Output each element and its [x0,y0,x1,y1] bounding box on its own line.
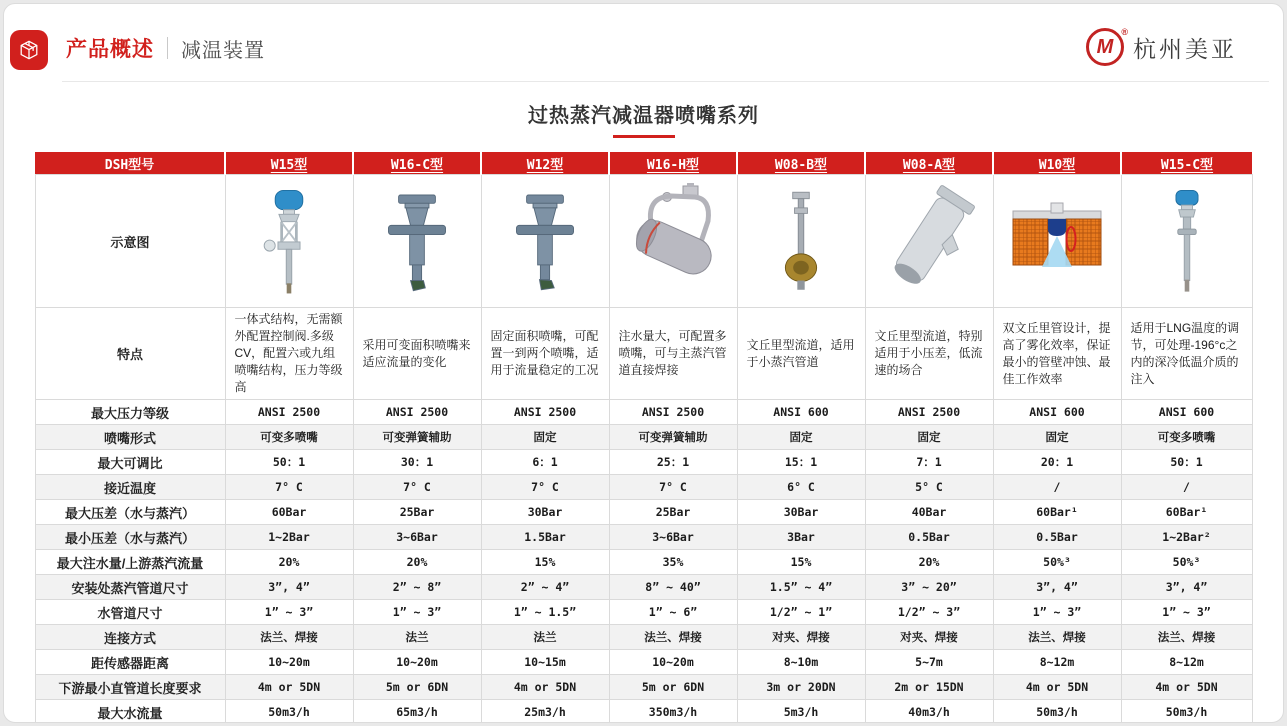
title-block [4,99,1283,138]
spec-cell: 2m or 15DN [865,675,993,700]
row-label: 水管道尺寸 [35,600,225,625]
spec-cell: 固定 [481,425,609,450]
column-header-model: DSH型号 [35,152,225,175]
row-label: 最大水流量 [35,700,225,724]
spec-cell: 0.5Bar [865,525,993,550]
table-row [35,600,1252,625]
spec-cell: 3”, 4” [1121,575,1252,600]
spec-cell: ANSI 2500 [225,400,353,425]
spec-cell: ANSI 2500 [865,400,993,425]
schematic-cell [609,175,737,308]
column-header-w15c: W15-C型 [1121,152,1252,175]
schematic-cell [225,175,353,308]
spec-cell: 法兰、焊接 [1121,625,1252,650]
schematic-cell [737,175,865,308]
spec-cell: 65m3/h [353,700,481,724]
spec-cell: 5m or 6DN [353,675,481,700]
w10-nozzle-image [1007,181,1107,301]
spec-cell: 3”, 4” [225,575,353,600]
spec-cell: 1~2Bar [225,525,353,550]
spec-cell: 8~12m [1121,650,1252,675]
spec-cell: 60Bar¹ [1121,500,1252,525]
spec-cell: 30Bar [737,500,865,525]
breadcrumb [66,33,265,63]
spec-cell: 50%³ [993,550,1121,575]
spec-cell: 30：1 [353,450,481,475]
breadcrumb-secondary: 减温装置 [181,39,265,62]
w16-c-nozzle-image [371,183,463,299]
table-row [35,550,1252,575]
spec-cell: 法兰 [353,625,481,650]
spec-cell: ANSI 2500 [353,400,481,425]
spec-cell: 25m3/h [481,700,609,724]
spec-cell: 可变弹簧辅助 [353,425,481,450]
spec-table [35,152,1253,723]
table-row [35,650,1252,675]
spec-cell: 固定 [993,425,1121,450]
table-row [35,525,1252,550]
page-title: 过热蒸汽减温器喷嘴系列 [528,105,759,127]
w08-a-nozzle-image [879,181,979,301]
spec-cell: ANSI 2500 [609,400,737,425]
section-badge [10,30,48,70]
spec-cell: 1/2” ~ 1” [737,600,865,625]
row-label: 下游最小直管道长度要求 [35,675,225,700]
spec-cell: 4m or 5DN [1121,675,1252,700]
column-header-w15: W15型 [225,152,353,175]
row-label: 最大可调比 [35,450,225,475]
title-underline [613,135,675,138]
spec-cell: 60Bar [225,500,353,525]
spec-cell: 40m3/h [865,700,993,724]
spec-cell: 对夹、焊接 [865,625,993,650]
registered-mark: ® [1121,27,1128,37]
column-header-w12: W12型 [481,152,609,175]
w15-c-nozzle-image [1141,180,1233,302]
spec-cell: 5m or 6DN [609,675,737,700]
table-row [35,700,1252,724]
spec-cell: 4m or 5DN [481,675,609,700]
spec-cell: / [1121,475,1252,500]
spec-cell: 1” ~ 3” [353,600,481,625]
spec-cell: 7° C [353,475,481,500]
spec-cell: 40Bar [865,500,993,525]
spec-cell: 20：1 [993,450,1121,475]
company-logo [1086,28,1237,66]
spec-cell: 4m or 5DN [993,675,1121,700]
spec-cell: 20% [353,550,481,575]
schematic-cell [993,175,1121,308]
row-label: 最小压差（水与蒸汽） [35,525,225,550]
schematic-cell [353,175,481,308]
spec-cell: 1” ~ 3” [993,600,1121,625]
spec-cell: 10~15m [481,650,609,675]
spec-cell: 8~12m [993,650,1121,675]
page-header [4,4,1283,82]
schematic-cell [1121,175,1252,308]
spec-cell: 50：1 [1121,450,1252,475]
spec-cell: 10~20m [609,650,737,675]
spec-cell: 8~10m [737,650,865,675]
w16-h-nozzle-image [623,181,723,301]
spec-cell: 6：1 [481,450,609,475]
spec-cell: 25：1 [609,450,737,475]
row-label: 连接方式 [35,625,225,650]
spec-cell: 5~7m [865,650,993,675]
schematic-cell [481,175,609,308]
spec-cell: 0.5Bar [993,525,1121,550]
spec-cell: 3m or 20DN [737,675,865,700]
spec-cell: 1” ~ 6” [609,600,737,625]
row-label: 最大压差（水与蒸汽） [35,500,225,525]
spec-cell: 法兰、焊接 [993,625,1121,650]
spec-cell: 2” ~ 4” [481,575,609,600]
table-row [35,675,1252,700]
spec-cell: 35% [609,550,737,575]
row-label: 最大注水量/上游蒸汽流量 [35,550,225,575]
row-label: 最大压力等级 [35,400,225,425]
package-icon [18,39,40,61]
spec-cell: 15% [737,550,865,575]
spec-cell: 1.5Bar [481,525,609,550]
spec-cell: 20% [225,550,353,575]
row-label: 距传感器距离 [35,650,225,675]
spec-cell: 1” ~ 3” [225,600,353,625]
spec-cell: 3” ~ 20” [865,575,993,600]
spec-cell: 1.5” ~ 4” [737,575,865,600]
spec-cell: 50m3/h [225,700,353,724]
table-row [35,308,1252,400]
spec-cell: 采用可变面积喷嘴来适应流量的变化 [353,308,481,400]
spec-cell: 7° C [225,475,353,500]
spec-cell: 固定 [865,425,993,450]
spec-cell: 对夹、焊接 [737,625,865,650]
spec-cell: ANSI 600 [737,400,865,425]
table-row [35,500,1252,525]
spec-cell: ANSI 2500 [481,400,609,425]
spec-cell: 1” ~ 3” [1121,600,1252,625]
spec-cell: 文丘里型流道，适用于小蒸汽管道 [737,308,865,400]
spec-cell: ANSI 600 [993,400,1121,425]
spec-cell: 7° C [481,475,609,500]
spec-cell: 3~6Bar [353,525,481,550]
spec-cell: 双文丘里管设计，提高了雾化效率，保证最小的管壁冲蚀、最佳工作效率 [993,308,1121,400]
w08-b-nozzle-image [755,181,847,301]
logo-m-icon [1086,27,1128,66]
spec-cell: 20% [865,550,993,575]
spec-cell: 10~20m [225,650,353,675]
spec-cell: / [993,475,1121,500]
column-header-w08a: W08-A型 [865,152,993,175]
header-divider [62,81,1269,82]
column-header-w16c: W16-C型 [353,152,481,175]
table-row [35,400,1252,425]
breadcrumb-primary: 产品概述 [66,38,154,61]
spec-cell: 固定面积喷嘴，可配置一到两个喷嘴，适用于流量稳定的工况 [481,308,609,400]
spec-cell: 8” ~ 40” [609,575,737,600]
spec-cell: 350m3/h [609,700,737,724]
table-header-row [35,152,1252,175]
spec-cell: 5m3/h [737,700,865,724]
spec-cell: 文丘里型流道，特别适用于小压差，低流速的场合 [865,308,993,400]
row-label: 特点 [35,308,225,400]
spec-cell: 固定 [737,425,865,450]
spec-cell: 7：1 [865,450,993,475]
spec-cell: 50m3/h [1121,700,1252,724]
spec-cell: 60Bar¹ [993,500,1121,525]
spec-cell: 15% [481,550,609,575]
spec-cell: 1/2” ~ 3” [865,600,993,625]
spec-cell: 5° C [865,475,993,500]
spec-cell: 6° C [737,475,865,500]
spec-cell: 15：1 [737,450,865,475]
spec-cell: ANSI 600 [1121,400,1252,425]
spec-cell: 2” ~ 8” [353,575,481,600]
spec-cell: 适用于LNG温度的调节，可处理-196°c之内的深冷低温介质的注入 [1121,308,1252,400]
logo-text: 杭州美亚 [1133,35,1237,62]
spec-cell: 注水量大，可配置多喷嘴，可与主蒸汽管道直接焊接 [609,308,737,400]
spec-cell: 7° C [609,475,737,500]
row-label: 安装处蒸汽管道尺寸 [35,575,225,600]
row-label: 接近温度 [35,475,225,500]
spec-cell: 3”, 4” [993,575,1121,600]
spec-cell: 可变多喷嘴 [1121,425,1252,450]
spec-cell: 50：1 [225,450,353,475]
logo-letter: M [1096,35,1114,58]
breadcrumb-divider [167,37,168,59]
spec-cell: 一体式结构，无需额外配置控制阀.多级CV，配置六或九组喷嘴结构，压力等级高 [225,308,353,400]
schematic-row [35,175,1252,308]
spec-cell: 1” ~ 1.5” [481,600,609,625]
spec-cell: 25Bar [353,500,481,525]
column-header-w16h: W16-H型 [609,152,737,175]
spec-cell: 法兰、焊接 [609,625,737,650]
spec-cell: 1~2Bar² [1121,525,1252,550]
spec-cell: 法兰、焊接 [225,625,353,650]
row-label: 示意图 [35,175,225,308]
spec-cell: 3Bar [737,525,865,550]
spec-cell: 30Bar [481,500,609,525]
spec-cell: 4m or 5DN [225,675,353,700]
table-row [35,425,1252,450]
column-header-w08b: W08-B型 [737,152,865,175]
spec-cell: 法兰 [481,625,609,650]
table-row [35,625,1252,650]
row-label: 喷嘴形式 [35,425,225,450]
column-header-w10: W10型 [993,152,1121,175]
w12-nozzle-image [499,183,591,299]
spec-cell: 可变弹簧辅助 [609,425,737,450]
spec-cell: 50m3/h [993,700,1121,724]
spec-cell: 25Bar [609,500,737,525]
table-row [35,450,1252,475]
spec-cell: 3~6Bar [609,525,737,550]
spec-cell: 可变多喷嘴 [225,425,353,450]
w15-nozzle-image [243,180,335,302]
spec-cell: 50%³ [1121,550,1252,575]
table-row [35,475,1252,500]
spec-cell: 10~20m [353,650,481,675]
schematic-cell [865,175,993,308]
table-row [35,575,1252,600]
page-card [3,3,1284,723]
